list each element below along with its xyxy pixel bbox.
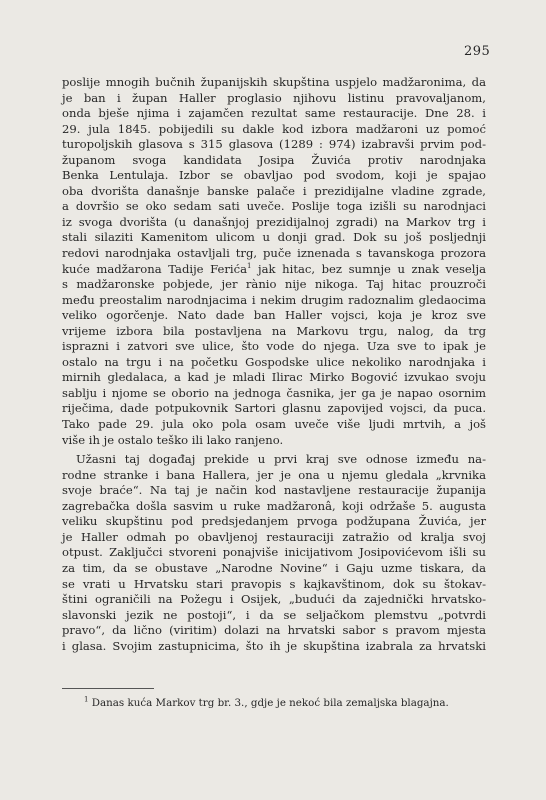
footnote — [84, 696, 504, 710]
footnote-reference: 1 — [247, 261, 252, 270]
text-line: iz svoga dvorišta (u današnjoj prezidijalnoj zgradi) na Markov trg i — [62, 214, 486, 229]
text-line: stali silaziti Kamenitom ulicom u donji grad. Dok su još posljednji — [62, 230, 486, 245]
body-text — [62, 75, 486, 654]
text-line: Tako pade 29. jula oko pola osam uveče više ljudi mrtvih, a još — [62, 417, 486, 432]
text-fragment: kuće madžarona Tadije Ferića — [62, 261, 248, 276]
text-line: ostalo na trgu i na početku Gospodske ulice nekoliko narodnjaka i — [62, 354, 486, 369]
text-line: redovi narodnjaka ostavljali trg, puče iznenada s tavanskoga prozora — [62, 246, 486, 261]
text-line: onda bješe njima i zajamčen rezultat same restauracije. Dne 28. i — [62, 106, 486, 121]
text-line: među preostalim narodnjacima i nekim drugim radoznalim gledaocima — [62, 292, 486, 307]
text-line: svoje braće“. Na taj je način kod nastavljene restauracije županija — [62, 483, 486, 498]
text-line: veliko ogorčenje. Nato dade ban Haller vojsci, koja je kroz sve — [62, 308, 486, 323]
text-line: je Haller odmah po obavljenoj restauraciji zatražio od kralja svoj — [62, 529, 486, 544]
text-fragment: jak hitac, bez sumnje u znak veselja — [251, 261, 486, 276]
text-line: štini ograničili na Požegu i Osijek, „budući da zajednički hrvatsko- — [62, 592, 486, 607]
text-line: županom svoga kandidata Josipa Žuvića protiv narodnjaka — [62, 152, 486, 167]
text-line: Benka Lentulaja. Izbor se obavljao pod svodom, koji je spajao — [62, 168, 486, 183]
text-line: sablju i njome se oborio na jednoga časnika, jer ga je napao osornim — [62, 385, 486, 400]
text-line: je ban i župan Haller proglasio njihovu listinu pravovaljanom, — [62, 90, 486, 105]
page-number: 295 — [464, 44, 491, 59]
text-line: Užasni taj događaj prekide u prvi kraj sve odnose između na- — [76, 452, 486, 467]
paragraph-1 — [62, 75, 486, 448]
paragraph-2 — [62, 452, 486, 654]
text-line: više ih je ostalo teško ili lako ranjeno. — [62, 432, 284, 447]
text-line: i glasa. Svojim zastupnicima, što ih je skupština izabrala za hrvatski — [62, 638, 486, 653]
text-line: za tim, da se obustave „Narodne Novine“ i Gaju uzme tiskara, da — [62, 560, 486, 575]
text-line: poslije mnogih bučnih županijskih skupština uspjelo madžaronima, da — [62, 75, 486, 89]
text-line: mirnih gledalaca, a kad je mladi Ilirac Mirko Bogović izvukao svoju — [62, 370, 486, 385]
text-line: se vrati u Hrvatsku stari pravopis s kajkavštinom, dok su štokav- — [62, 576, 486, 591]
text-line: 29. jula 1845. pobijedili su dakle kod izbora madžaroni uz pomoć — [62, 121, 486, 136]
text-line: riječima, dade potpukovnik Sartori glasnu zapovijed vojsci, da puca. — [62, 401, 486, 416]
text-line: oba dvorišta današnje banske palače i prezidijalne vladine zgrade, — [62, 183, 486, 198]
text-line: pravo“, da lično (viritim) dolazi na hrvatski sabor s pravom mjesta — [62, 623, 486, 638]
footnote-marker: 1 — [84, 695, 89, 704]
footnote-divider — [62, 688, 154, 689]
text-line: isprazni i zatvori sve ulice, što vode do njega. Uza sve to ipak je — [62, 339, 486, 354]
text-line: veliku skupštinu pod predsjedanjem prvoga podžupana Žuvića, jer — [62, 514, 486, 529]
text-line-with-footnote — [62, 262, 486, 278]
footnote-text: Danas kuća Markov trg br. 3., gdje je nekoć bila zemaljska blagajna. — [91, 697, 449, 709]
text-line: slavonski jezik ne postoji“, i da se seljačkom plemstvu „potvrdi — [62, 607, 486, 622]
text-line: a dovršio se oko sedam sati uveče. Poslije toga izišli su narodnjaci — [62, 199, 486, 214]
text-line: s madžaronske pobjede, jer rànio nije nikoga. Taj hitac prouzroči — [62, 277, 486, 292]
text-line: turopoljskih glasova s 315 glasova (1289 : 974) izabravši prvim pod- — [62, 137, 486, 152]
text-line: otpust. Zaključci stvoreni ponajviše inicijativom Josipovićevom išli su — [62, 545, 486, 560]
text-line: vrijeme izbora bila postavljena na Markovu trgu, nalog, da trg — [62, 323, 486, 338]
text-line: zagrebačka došla sasvim u ruke madžaronâ, koji održaše 5. augusta — [62, 498, 486, 513]
text-line: rodne stranke i bana Hallera, jer je ona u njemu gledala „krvnika — [62, 467, 486, 482]
